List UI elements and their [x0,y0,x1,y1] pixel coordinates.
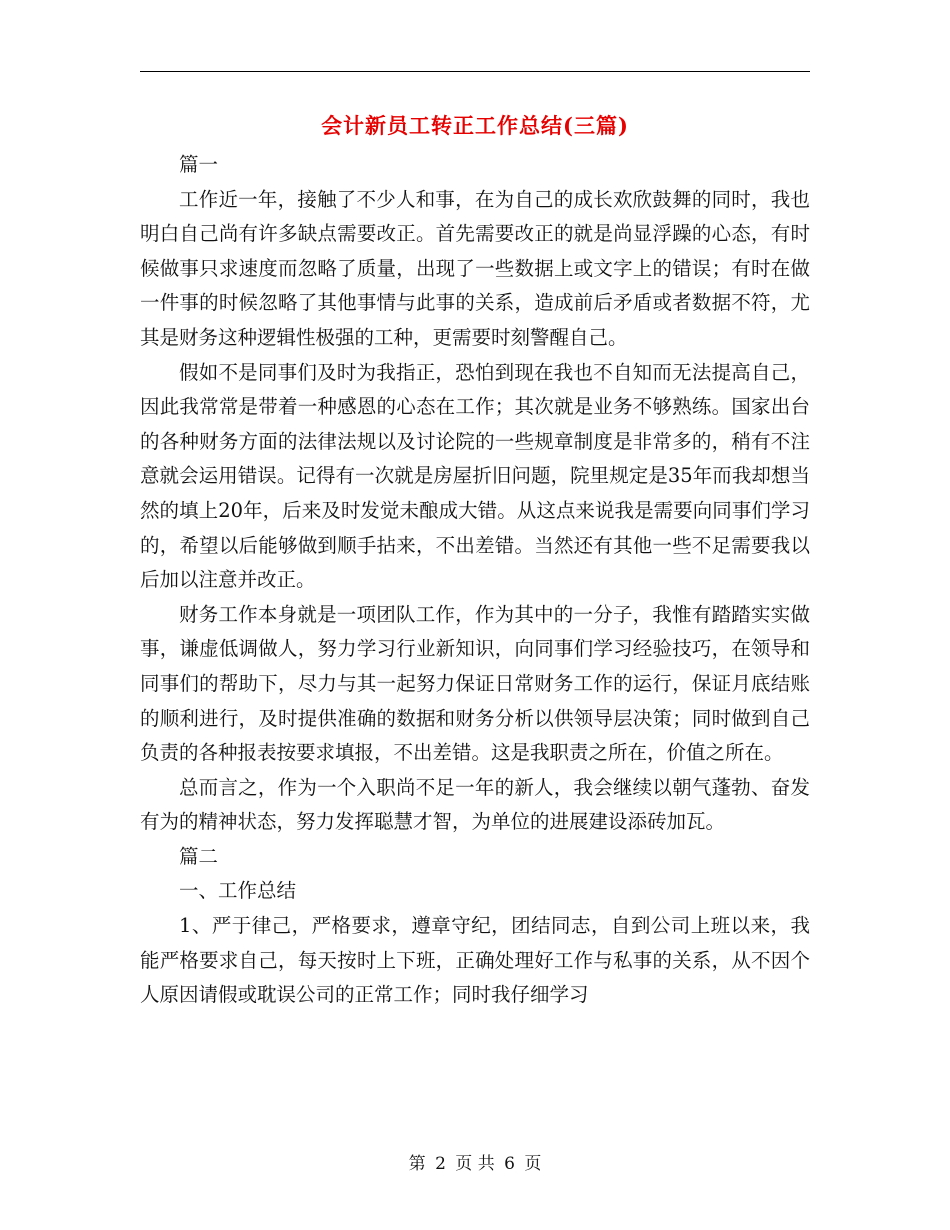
section-heading-1: 篇一 [179,153,219,176]
document-title: 会计新员工转正工作总结(三篇) [321,113,629,138]
document-body [140,148,810,1013]
header-rule [140,71,810,72]
footer-prefix: 第 [408,1154,426,1174]
footer-current-page: 2 [435,1154,446,1174]
footer-suffix: 页 [524,1154,542,1174]
subsection-heading: 一、工作总结 [179,879,297,903]
body-paragraph: 工作近一年，接触了不少人和事，在为自己的成长欢欣鼓舞的同时，我也明白自己尚有许多缺点需要改正。首先需要改正的就是尚显浮躁的心态，有时候做事只求速度而忽略了质量，出现了一些数据上或文字上的错误；有时在做一件事的时候忽略了其他事情与此事的关系，造成前后矛盾或者数据不符，尤其是财务这种逻辑性极强的工种，更需要时刻警醒自己。 [140,187,810,349]
page-footer [0,1152,950,1176]
footer-middle: 页 共 [455,1154,495,1174]
body-paragraph: 假如不是同事们及时为我指正，恐怕到现在我也不自知而无法提高自己，因此我常常是带着一种感恩的心态在工作；其次就是业务不够熟练。国家出台的各种财务方面的法律法规以及讨论院的一些规章制度是非常多的，稍有不注意就会运用错误。记得有一次就是房屋折旧问题，院里规定是35年而我却想当然的填上20年，后来及时发觉未酿成大错。从这点来说我是需要向同事们学习的，希望以后能够做到顺手拈来，不出差错。当然还有其他一些不足需要我以后加以注意并改正。 [140,360,810,592]
body-paragraph: 1、严于律己，严格要求，遵章守纪，团结同志，自到公司上班以来，我能严格要求自己，每天按时上下班，正确处理好工作与私事的关系，从不因个人原因请假或耽误公司的正常工作；同时我仔细学习 [140,914,810,1007]
section-heading-2: 篇二 [179,844,219,868]
body-paragraph: 财务工作本身就是一项团队工作，作为其中的一分子，我惟有踏踏实实做事，谦虚低调做人，努力学习行业新知识，向同事们学习经验技巧，在领导和同事们的帮助下，尽力与其一起努力保证日常财务工作的运行，保证月底结账的顺利进行，及时提供准确的数据和财务分析以供领导层决策；同时做到自己负责的各种报表按要求填报，不出差错。这是我职责之所在，价值之所在。 [140,602,810,765]
body-paragraph: 总而言之，作为一个入职尚不足一年的新人，我会继续以朝气蓬勃、奋发有为的精神状态，努力发挥聪慧才智，为单位的进展建设添砖加瓦。 [140,775,810,834]
footer-total-pages: 6 [504,1154,515,1174]
